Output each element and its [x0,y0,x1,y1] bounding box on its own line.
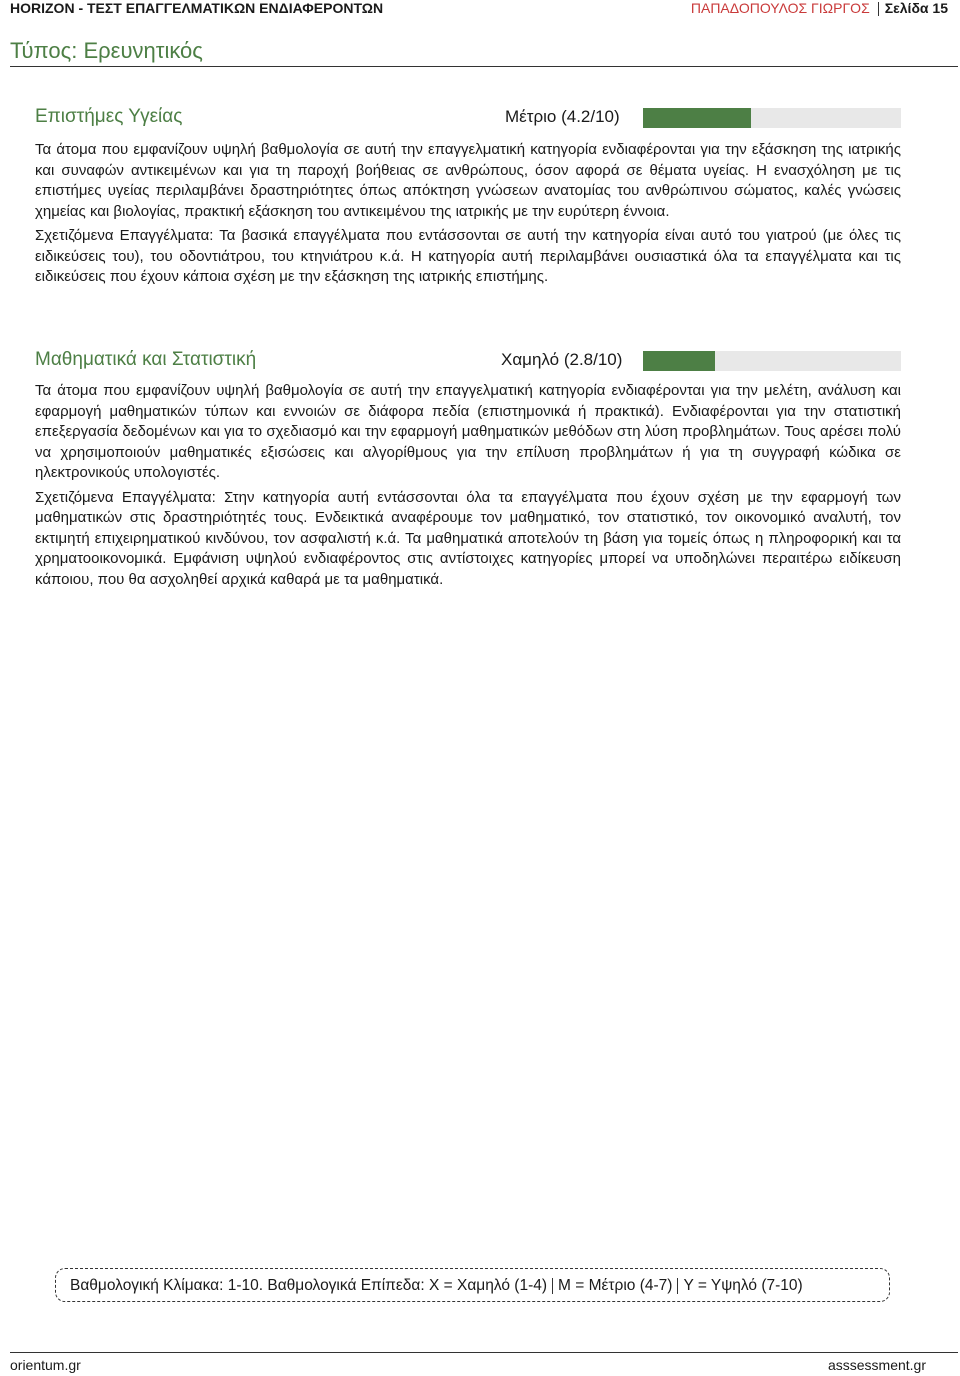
author-name: ΠΑΠΑΔΟΠΟΥΛΟΣ ΓΙΩΡΓΟΣ [690,0,870,16]
page-header [10,0,950,16]
section-description: Τα άτομα που εμφανίζουν υψηλή βαθμολογία σε αυτή την επαγγελματική κατηγορία ενδιαφέρονται για την μελέτη, ανάλυση και εφαρμογή μαθηματικών τύπων και εννοιών σε διάφορα πεδία (επιστημονικά ή πρακτικά). Ενδιαφέρονται για την στατιστική επεξεργασία δεδομένων και για το σχεδιασμό και την εφαρμογή μαθηματικών μεθόδων στη λύση προβλημάτων. Τους αρέσει πολύ να χρησιμοποιούν μαθηματικές εξισώσεις και αλγορίθμους για την επίλυση προβλημάτων ή για τη συγγραφή κώδικα σε ηλεκτρονικούς υπολογιστές. [35,382,901,481]
section-title: Μαθηματικά και Στατιστική [35,349,257,370]
related-professions: Σχετιζόμενα Επαγγέλματα: Τα βασικά επαγγέλματα που εντάσσονται σε αυτή την κατηγορία είναι αυτό του γιατρού (με όλες τις ειδικεύσεις του), του οδοντιάτρου, του κτηνιάτρου κ.ά. Η κατηγορία αυτή περιλαμβάνει ουσιαστικά όλα τα επαγγέλματα και τις ειδικεύσεις που έχουν κάποια σχέση με την εξάσκηση της ιατρικής επιστήμης. [35,227,901,285]
score-bar-fill [643,351,715,371]
page-number: Σελίδα 15 [884,0,948,16]
section-header [35,349,901,375]
section-title: Επιστήμες Υγείας [35,106,183,127]
legend-scale: Βαθμολογική Κλίμακα: 1-10. Βαθμολογικά Επίπεδα: Χ = Χαμηλό (1-4) [70,1277,548,1294]
footer-right-link[interactable]: asssessment.gr [827,1357,926,1373]
type-title: Τύπος: Ερευνητικός [10,38,203,63]
section-header [35,106,901,132]
legend-separator [552,1278,553,1294]
related-professions: Σχετιζόμενα Επαγγέλματα: Στην κατηγορία αυτή εντάσσονται όλα τα επαγγέλματα που έχουν σχέση με την εφαρμογή των μαθηματικών στις δραστηριότητές τους. Ενδεικτικά αναφέρουμε τον μαθηματικό, τον στατιστικό, τον οικονομικό αναλυτή, τον εκτιμητή επιχειρηματικού κινδύνου, τον ασφαλιστή κ.ά. Τα μαθηματικά αποτελούν τη βάση για τομείς όπως η πληροφορική και τα χρηματοοικονομικά. Εμφάνιση υψηλού ενδιαφέροντος στις αντίστοιχες κατηγορίες μπορεί να υποδηλώνει περαιτέρω ειδίκευση κάποιου, που θα ασχοληθεί αρχικά καθαρά με τα μαθηματικά. [35,488,901,588]
score-bar-fill [643,108,751,128]
section-score: Μέτριο (4.2/10) [505,107,620,126]
score-bar [643,351,901,371]
score-legend [55,1268,890,1302]
section-description: Τα άτομα που εμφανίζουν υψηλή βαθμολογία σε αυτή την επαγγελματική κατηγορία ενδιαφέρονται για την εξάσκηση της ιατρικής και συναφών αντικειμένων και για τη παροχή βοήθειας σε ανθρώπους, όσον αφορά σε θέματα υγείας. Η ενασχόληση με τις επιστήμες υγείας περιλαμβάνει δραστηριότητες όπως απόκτηση γνώσεων ανατομίας του ανθρώπινου σώματος, καλές γνώσεις χημείας και βιολογίας, πρακτική εξάσκηση του αντικειμένου της ιατρικής με την ευρύτερη έννοια. [35,141,901,220]
legend-separator [677,1278,678,1294]
header-right [691,0,948,16]
header-separator [878,2,879,16]
legend-medium: Μ = Μέτριο (4-7) [558,1277,673,1294]
doc-title: HORIZON - ΤΕΣΤ ΕΠΑΓΓΕΛΜΑΤΙΚΩΝ ΕΝΔΙΑΦΕΡΟΝΤΩΝ [10,0,384,16]
section-health-sciences [35,106,901,292]
footer-divider [10,1352,958,1353]
score-bar [643,108,901,128]
section-score: Χαμηλό (2.8/10) [501,350,623,369]
legend-high: Υ = Υψηλό (7-10) [683,1277,803,1294]
footer-left-link[interactable]: orientum.gr [10,1357,81,1373]
section-math-statistics [35,349,901,594]
title-divider [10,66,958,67]
